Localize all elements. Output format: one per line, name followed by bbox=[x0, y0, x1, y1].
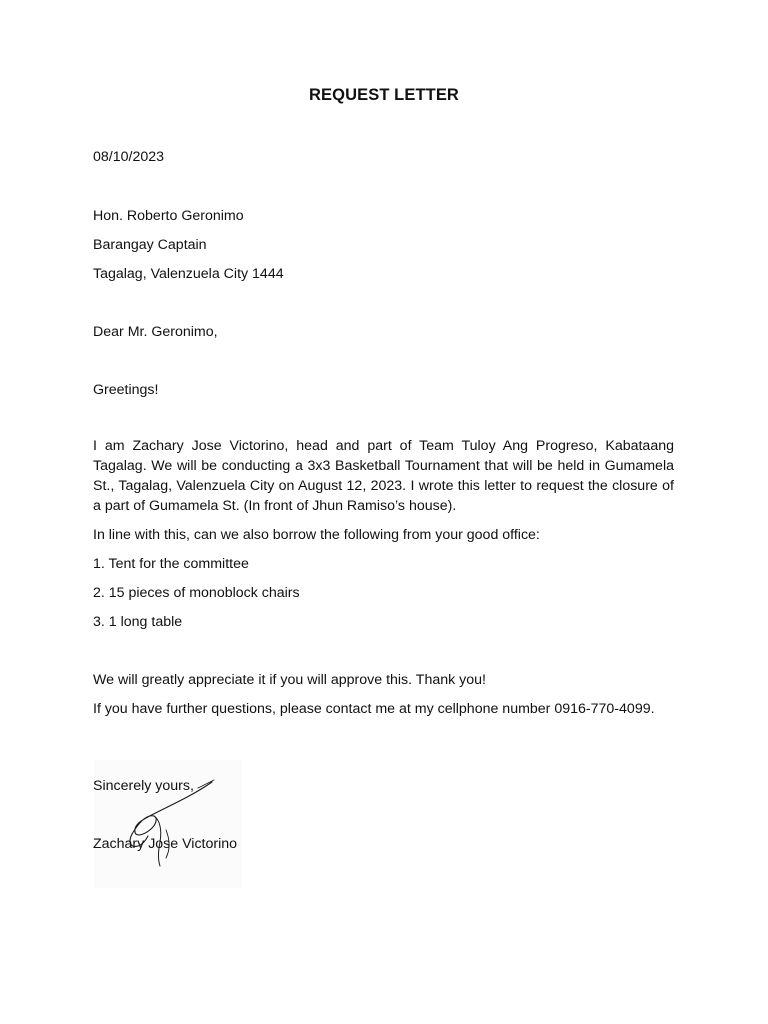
signatory-name: Zachary Jose Victorino bbox=[93, 836, 238, 852]
recipient-address: Tagalag, Valenzuela City 1444 bbox=[93, 266, 284, 282]
recipient-name: Hon. Roberto Geronimo bbox=[93, 208, 244, 224]
contact-paragraph: If you have further questions, please contact me at my cellphone number 0916-770-4099. bbox=[93, 701, 655, 717]
recipient-position: Barangay Captain bbox=[93, 237, 207, 253]
list-item: 3. 1 long table bbox=[93, 614, 183, 630]
letter-title: REQUEST LETTER bbox=[309, 86, 459, 104]
letter-date: 08/10/2023 bbox=[93, 149, 165, 165]
list-item: 2. 15 pieces of monoblock chairs bbox=[93, 585, 300, 601]
body-paragraph: I am Zachary Jose Victorino, head and part of Team Tuloy Ang Progreso, Kabataang Tagalag. We will be conducting a 3x3 Basketball Tournament that will be held in Gumamela St., Tagalag, Valenzuela City on August 12, 2023. I wrote this letter to request the closure of a part of Gumamela St. (In front of Jhun Ramiso’s house). bbox=[93, 438, 674, 514]
closing: Sincerely yours, bbox=[93, 778, 194, 794]
appreciation-line: We will greatly appreciate it if you will approve this. Thank you! bbox=[93, 672, 486, 688]
borrow-intro: In line with this, can we also borrow the following from your good office: bbox=[93, 527, 540, 543]
greeting: Greetings! bbox=[93, 382, 159, 398]
list-item: 1. Tent for the committee bbox=[93, 556, 249, 572]
salutation: Dear Mr. Geronimo, bbox=[93, 324, 218, 340]
